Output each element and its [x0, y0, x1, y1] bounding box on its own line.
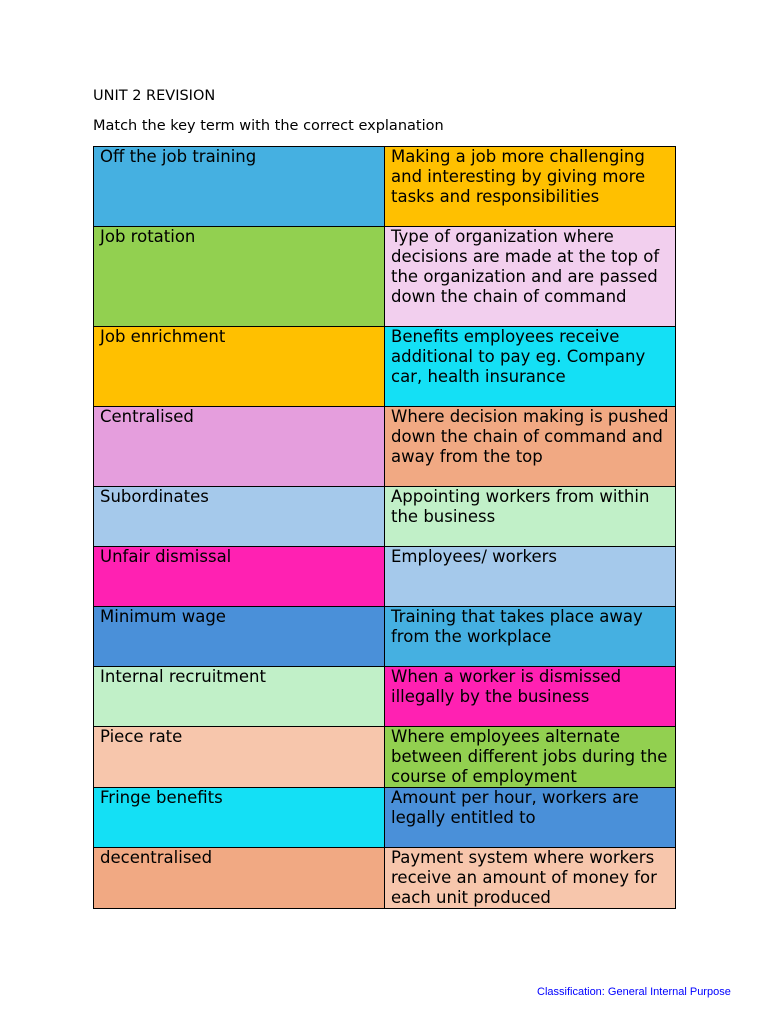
- matching-table: [93, 146, 676, 909]
- explanation-cell: Employees/ workers: [385, 547, 676, 607]
- table-row: [94, 407, 676, 487]
- table-row: [94, 848, 676, 909]
- table-row: [94, 727, 676, 788]
- classification-footer: Classification: General Internal Purpose: [537, 986, 731, 998]
- term-cell: Minimum wage: [94, 607, 385, 667]
- term-cell: Off the job training: [94, 147, 385, 227]
- explanation-cell: Type of organization where decisions are made at the top of the organization and are passed down the chain of command: [385, 227, 676, 327]
- term-cell: Subordinates: [94, 487, 385, 547]
- table-row: [94, 788, 676, 848]
- term-cell: Job rotation: [94, 227, 385, 327]
- term-cell: Piece rate: [94, 727, 385, 788]
- term-cell: Centralised: [94, 407, 385, 487]
- instruction-text: Match the key term with the correct explanation: [93, 118, 444, 134]
- table-row: [94, 547, 676, 607]
- explanation-cell: Payment system where workers receive an amount of money for each unit produced: [385, 848, 676, 909]
- table-row: [94, 487, 676, 547]
- table-row: [94, 607, 676, 667]
- explanation-cell: Appointing workers from within the business: [385, 487, 676, 547]
- table-row: [94, 147, 676, 227]
- table-row: [94, 667, 676, 727]
- term-cell: Unfair dismissal: [94, 547, 385, 607]
- table-row: [94, 327, 676, 407]
- term-cell: Internal recruitment: [94, 667, 385, 727]
- term-cell: Fringe benefits: [94, 788, 385, 848]
- term-cell: Job enrichment: [94, 327, 385, 407]
- explanation-cell: When a worker is dismissed illegally by the business: [385, 667, 676, 727]
- explanation-cell: Making a job more challenging and interesting by giving more tasks and responsibilities: [385, 147, 676, 227]
- term-cell: decentralised: [94, 848, 385, 909]
- explanation-cell: Training that takes place away from the workplace: [385, 607, 676, 667]
- table-row: [94, 227, 676, 327]
- explanation-cell: Benefits employees receive additional to pay eg. Company car, health insurance: [385, 327, 676, 407]
- explanation-cell: Amount per hour, workers are legally entitled to: [385, 788, 676, 848]
- page-title: UNIT 2 REVISION: [93, 88, 216, 104]
- explanation-cell: Where employees alternate between different jobs during the course of employment: [385, 727, 676, 788]
- explanation-cell: Where decision making is pushed down the chain of command and away from the top: [385, 407, 676, 487]
